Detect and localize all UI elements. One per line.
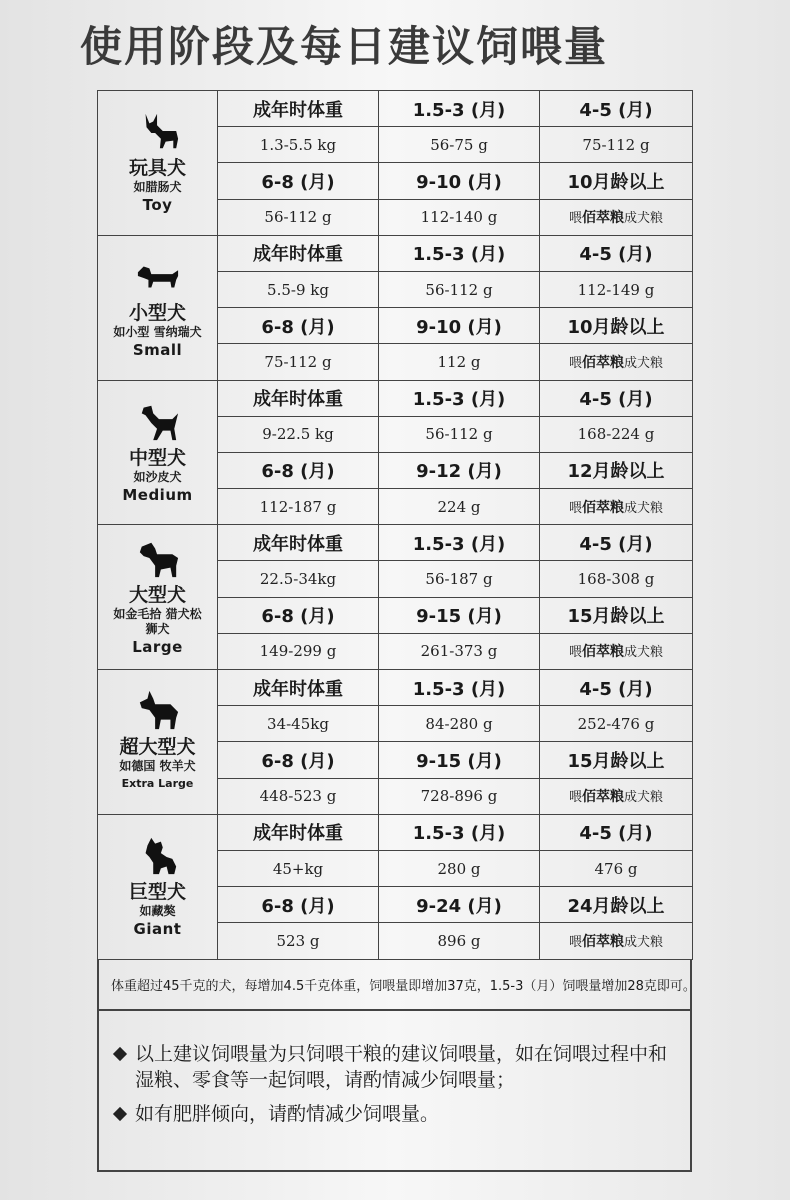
header-cell: 6-8 (月) bbox=[218, 597, 379, 633]
food-prefix: 喂 bbox=[568, 934, 582, 950]
header-cell: 24月龄以上 bbox=[540, 887, 693, 923]
value-cell: 56-112 g bbox=[218, 199, 379, 235]
food-recommendation-cell bbox=[540, 923, 693, 959]
header-cell: 9-10 (月) bbox=[379, 163, 540, 199]
header-cell: 6-8 (月) bbox=[218, 452, 379, 488]
brand-name: 佰萃粮 bbox=[582, 789, 624, 806]
value-cell: 728-896 g bbox=[379, 778, 540, 814]
header-cell: 成年时体重 bbox=[218, 91, 379, 127]
table-row bbox=[98, 235, 693, 271]
mastiff-icon bbox=[134, 834, 182, 878]
value-cell: 75-112 g bbox=[540, 127, 693, 163]
header-cell: 9-12 (月) bbox=[379, 452, 540, 488]
header-cell: 6-8 (月) bbox=[218, 742, 379, 778]
category-english: Small bbox=[132, 341, 183, 360]
value-cell: 523 g bbox=[218, 923, 379, 959]
food-prefix: 喂 bbox=[568, 211, 582, 227]
header-cell: 4-5 (月) bbox=[540, 91, 693, 127]
header-cell: 15月龄以上 bbox=[540, 597, 693, 633]
category-example: 如藏獒 bbox=[139, 904, 176, 919]
category-example: 如腊肠犬 bbox=[133, 180, 182, 195]
food-recommendation-cell bbox=[540, 199, 693, 235]
header-cell: 1.5-3 (月) bbox=[379, 525, 540, 561]
header-cell: 9-24 (月) bbox=[379, 887, 540, 923]
brand-name: 佰萃粮 bbox=[582, 354, 624, 371]
value-cell: 56-75 g bbox=[379, 127, 540, 163]
header-cell: 成年时体重 bbox=[218, 380, 379, 416]
food-suffix: 成犬粮 bbox=[624, 211, 664, 227]
tips-box bbox=[97, 1011, 692, 1172]
table-row bbox=[98, 670, 693, 706]
header-cell: 10月龄以上 bbox=[540, 163, 693, 199]
category-name: 超大型犬 bbox=[119, 736, 196, 759]
value-cell: 84-280 g bbox=[379, 706, 540, 742]
food-prefix: 喂 bbox=[568, 500, 582, 516]
category-cell bbox=[98, 380, 218, 525]
chihuahua-icon bbox=[134, 110, 182, 154]
header-cell: 10月龄以上 bbox=[540, 308, 693, 344]
category-cell bbox=[98, 91, 218, 236]
brand-name: 佰萃粮 bbox=[582, 933, 624, 950]
category-english: Giant bbox=[133, 920, 182, 939]
feeding-table bbox=[97, 90, 693, 960]
tip-text: 如有肥胖倾向，请酌情减少饲喂量。 bbox=[135, 1103, 440, 1125]
pointer-dog-icon bbox=[134, 400, 182, 444]
value-cell: 252-476 g bbox=[540, 706, 693, 742]
tip-text: 以上建议饲喂量为只饲喂干粮的建议饲喂量，如在饲喂过程中和湿粮、零食等一起饲喂，请酌情减少饲喂量； bbox=[135, 1043, 668, 1091]
dachshund-icon bbox=[134, 255, 182, 299]
tip-item bbox=[111, 1041, 680, 1093]
food-prefix: 喂 bbox=[568, 355, 582, 371]
value-cell: 45+kg bbox=[218, 850, 379, 886]
header-cell: 9-10 (月) bbox=[379, 308, 540, 344]
value-cell: 56-112 g bbox=[379, 416, 540, 452]
value-cell: 56-187 g bbox=[379, 561, 540, 597]
header-cell: 4-5 (月) bbox=[540, 380, 693, 416]
category-english: Large bbox=[132, 638, 183, 657]
header-cell: 9-15 (月) bbox=[379, 742, 540, 778]
header-cell: 成年时体重 bbox=[218, 235, 379, 271]
header-cell: 4-5 (月) bbox=[540, 670, 693, 706]
value-cell: 5.5-9 kg bbox=[218, 271, 379, 307]
category-english: Medium bbox=[122, 485, 193, 504]
value-cell: 1.3-5.5 kg bbox=[218, 127, 379, 163]
category-name: 中型犬 bbox=[128, 446, 186, 469]
category-cell bbox=[98, 814, 218, 959]
category-cell bbox=[98, 670, 218, 815]
header-cell: 成年时体重 bbox=[218, 670, 379, 706]
header-cell: 1.5-3 (月) bbox=[379, 670, 540, 706]
food-suffix: 成犬粮 bbox=[624, 645, 664, 661]
category-example: 如金毛拾 猎犬松狮犬 bbox=[113, 607, 202, 637]
category-cell bbox=[98, 525, 218, 670]
category-name: 巨型犬 bbox=[128, 881, 186, 904]
value-cell: 261-373 g bbox=[379, 633, 540, 669]
food-prefix: 喂 bbox=[568, 790, 582, 806]
food-suffix: 成犬粮 bbox=[624, 355, 664, 371]
header-cell: 4-5 (月) bbox=[540, 235, 693, 271]
value-cell: 448-523 g bbox=[218, 778, 379, 814]
overweight-note-text: 体重超过45千克的犬，每增加4.5千克体重，饲喂量即增加37克，1.5-3（月）饲喂量增加28克即可。 bbox=[111, 978, 696, 994]
overweight-note bbox=[97, 959, 696, 1011]
category-cell bbox=[98, 235, 218, 380]
value-cell: 75-112 g bbox=[218, 344, 379, 380]
value-cell: 149-299 g bbox=[218, 633, 379, 669]
value-cell: 56-112 g bbox=[379, 271, 540, 307]
header-cell: 成年时体重 bbox=[218, 525, 379, 561]
value-cell: 112-149 g bbox=[540, 271, 693, 307]
page-title: 使用阶段及每日建议饲喂量 bbox=[80, 22, 609, 71]
category-example: 如沙皮犬 bbox=[133, 469, 182, 484]
table-row bbox=[98, 525, 693, 561]
brand-name: 佰萃粮 bbox=[582, 210, 624, 227]
food-suffix: 成犬粮 bbox=[624, 500, 664, 516]
value-cell: 112 g bbox=[379, 344, 540, 380]
value-cell: 168-308 g bbox=[540, 561, 693, 597]
header-cell: 成年时体重 bbox=[218, 814, 379, 850]
retriever-icon bbox=[134, 537, 182, 581]
value-cell: 168-224 g bbox=[540, 416, 693, 452]
table-row bbox=[98, 814, 693, 850]
value-cell: 476 g bbox=[540, 850, 693, 886]
tip-item bbox=[111, 1101, 680, 1127]
food-suffix: 成犬粮 bbox=[624, 934, 664, 950]
table-row bbox=[98, 380, 693, 416]
header-cell: 6-8 (月) bbox=[218, 163, 379, 199]
header-cell: 6-8 (月) bbox=[218, 308, 379, 344]
food-prefix: 喂 bbox=[568, 645, 582, 661]
header-cell: 9-15 (月) bbox=[379, 597, 540, 633]
header-cell: 12月龄以上 bbox=[540, 452, 693, 488]
category-name: 大型犬 bbox=[128, 584, 186, 607]
category-example: 如小型 雪纳瑞犬 bbox=[113, 325, 202, 340]
diamond-bullet-icon bbox=[113, 1107, 127, 1121]
category-name: 玩具犬 bbox=[128, 157, 186, 180]
header-cell: 1.5-3 (月) bbox=[379, 814, 540, 850]
header-cell: 4-5 (月) bbox=[540, 814, 693, 850]
brand-name: 佰萃粮 bbox=[582, 644, 624, 661]
header-cell: 6-8 (月) bbox=[218, 887, 379, 923]
category-example: 如德国 牧羊犬 bbox=[119, 759, 196, 774]
food-recommendation-cell bbox=[540, 778, 693, 814]
value-cell: 112-140 g bbox=[379, 199, 540, 235]
category-english: Extra Large bbox=[121, 777, 194, 791]
food-recommendation-cell bbox=[540, 344, 693, 380]
header-cell: 1.5-3 (月) bbox=[379, 235, 540, 271]
food-recommendation-cell bbox=[540, 633, 693, 669]
table-row bbox=[98, 91, 693, 127]
header-cell: 1.5-3 (月) bbox=[379, 380, 540, 416]
brand-name: 佰萃粮 bbox=[582, 499, 624, 516]
value-cell: 280 g bbox=[379, 850, 540, 886]
header-cell: 4-5 (月) bbox=[540, 525, 693, 561]
header-cell: 1.5-3 (月) bbox=[379, 91, 540, 127]
value-cell: 224 g bbox=[379, 489, 540, 525]
shepherd-icon bbox=[134, 689, 182, 733]
header-cell: 15月龄以上 bbox=[540, 742, 693, 778]
value-cell: 34-45kg bbox=[218, 706, 379, 742]
food-recommendation-cell bbox=[540, 489, 693, 525]
food-suffix: 成犬粮 bbox=[624, 790, 664, 806]
category-name: 小型犬 bbox=[128, 302, 186, 325]
value-cell: 22.5-34kg bbox=[218, 561, 379, 597]
diamond-bullet-icon bbox=[113, 1047, 127, 1061]
value-cell: 896 g bbox=[379, 923, 540, 959]
category-english: Toy bbox=[142, 196, 173, 215]
value-cell: 112-187 g bbox=[218, 489, 379, 525]
value-cell: 9-22.5 kg bbox=[218, 416, 379, 452]
